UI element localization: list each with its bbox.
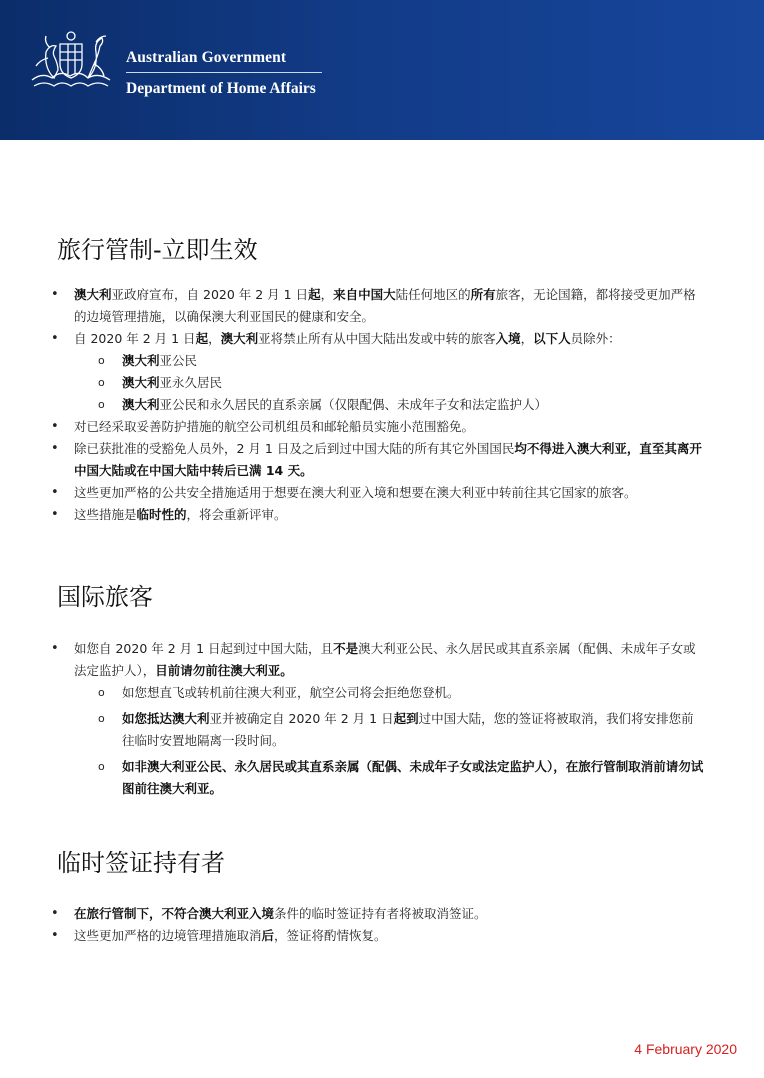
item-text <box>122 759 703 796</box>
bold-text-run: 后 <box>261 928 275 943</box>
bold-text-run: 在旅行管制下，不符合澳大利亚入境 <box>74 906 275 921</box>
bold-text-run: 入境 <box>495 331 521 346</box>
text-run: 亚将禁止所有从中国大陆出发或中转的旅客 <box>258 331 496 346</box>
bold-text-run: 起 <box>308 287 321 302</box>
bullet-icon: • <box>51 419 59 434</box>
bullet-icon: • <box>51 287 59 302</box>
item-text <box>122 685 460 700</box>
bold-text-run: 澳大利 <box>122 375 160 390</box>
text-run: ，签证将酌情恢复。 <box>274 928 387 943</box>
item-text <box>122 375 222 390</box>
bullet-icon: • <box>51 641 59 656</box>
text-run: ，将会重新评审。 <box>186 507 287 522</box>
list-item <box>0 925 764 947</box>
bullet-icon: • <box>51 485 59 500</box>
sub-list-item <box>0 682 764 704</box>
item-text <box>122 397 547 412</box>
sub-bullet-icon: o <box>98 760 105 773</box>
bold-text-run: 目前请勿前往澳大利亚。 <box>155 663 293 678</box>
text-run: 自 2020 年 2 月 1 日 <box>74 331 196 346</box>
bold-text-run: 如非澳大利亚公民、永久居民或其直系亲属（配偶、未成年子女或法定监护人），在旅行管制取消前请勿试图前往澳大利亚。 <box>122 759 704 796</box>
item-text <box>74 928 387 943</box>
section-title: 旅行管制-立即生效 <box>57 236 258 264</box>
text-run: ， <box>208 331 221 346</box>
list-item <box>0 284 764 328</box>
text-run: 对已经采取妥善防护措施的航空公司机组员和邮轮船员实施小范围豁免。 <box>74 419 475 434</box>
text-run: 旅客，无论国籍，都将接受更加严格的边境管理措施，以确保澳大利亚国民的健康和安全。 <box>74 287 696 324</box>
bullet-list <box>0 284 764 526</box>
bold-text-run: 所有 <box>470 287 496 302</box>
bold-text-run: 澳大利 <box>220 331 259 346</box>
bold-text-run: 澳大利 <box>122 353 160 368</box>
page-header <box>0 0 764 140</box>
bold-text-run: 起到 <box>393 711 419 726</box>
sub-bullet-icon: o <box>98 398 105 411</box>
list-item <box>0 638 764 682</box>
item-text <box>74 419 474 434</box>
text-run: 亚永久居民 <box>159 375 223 390</box>
sub-list-item <box>0 350 764 372</box>
sub-bullet-icon: o <box>98 712 105 725</box>
sub-list-item <box>0 708 764 752</box>
text-run: 这些更加严格的边境管理措施取消 <box>74 928 262 943</box>
item-text <box>74 906 487 921</box>
bullet-list <box>0 903 764 947</box>
department-name: Department of Home Affairs <box>126 80 316 97</box>
org-name: Australian Government <box>126 49 287 66</box>
sub-list-item <box>0 394 764 416</box>
text-run: 亚并被确定自 2020 年 2 月 1 日 <box>209 711 394 726</box>
sub-list-item <box>0 756 764 800</box>
text-run: 澳大利亚公民、永久居民或其直系亲属（配偶、未成年子女或法定监护人）， <box>74 641 696 678</box>
bold-text-run: 均不得进入澳大利亚，直至其离开中国大陆或在中国大陆中转后已满 14 天。 <box>74 441 702 478</box>
item-text <box>122 711 694 748</box>
bullet-icon: • <box>51 441 59 456</box>
bold-text-run: 不是 <box>333 641 359 656</box>
bold-text-run: 澳大利 <box>122 397 160 412</box>
list-item <box>0 416 764 438</box>
bullet-icon: • <box>51 331 59 346</box>
sub-bullet-icon: o <box>98 686 105 699</box>
bullet-icon: • <box>51 928 59 943</box>
list-item <box>0 328 764 350</box>
text-run: 亚公民 <box>159 353 198 368</box>
text-run: 条件的临时签证持有者将被取消签证。 <box>274 906 487 921</box>
bullet-icon: • <box>51 507 59 522</box>
item-text <box>74 641 696 678</box>
bold-text-run: 起 <box>195 331 209 346</box>
text-run: ， <box>520 331 534 346</box>
bold-text-run: 如您抵达澳大利 <box>122 711 210 726</box>
bold-text-run: 澳大利 <box>74 287 112 302</box>
text-run: 这些更加严格的公共安全措施适用于想要在澳大利亚入境和想要在澳大利亚中转前往其它国家的旅客。 <box>74 485 637 500</box>
text-run: 亚政府宣布，自 2020 年 2 月 1 日 <box>111 287 309 302</box>
text-run: 如您想直飞或转机前往澳大利亚，航空公司将会拒绝您登机。 <box>122 685 460 700</box>
header-divider <box>126 72 322 73</box>
item-text <box>74 287 696 324</box>
bold-text-run: 以下人 <box>533 331 571 346</box>
list-item <box>0 903 764 925</box>
sub-list-item <box>0 372 764 394</box>
sub-bullet-icon: o <box>98 376 105 389</box>
item-text <box>122 353 197 368</box>
text-run: 这些措施是 <box>74 507 137 522</box>
text-run: ， <box>320 287 334 302</box>
text-run: 陆任何地区的 <box>395 287 471 302</box>
bold-text-run: 来自中国大 <box>333 287 396 302</box>
item-text <box>74 441 702 478</box>
text-run: 除已获批准的受豁免人员外，2 月 1 日及之后到过中国大陆的所有其它外国国民 <box>74 441 515 456</box>
text-run: 如您自 2020 年 2 月 1 日起到过中国大陆，且 <box>74 641 334 656</box>
text-run: 亚公民和永久居民的直系亲属（仅限配偶、未成年子女和法定监护人） <box>159 397 548 412</box>
sub-bullet-icon: o <box>98 354 105 367</box>
bullet-icon: • <box>51 906 59 921</box>
bold-text-run: 临时性的 <box>136 507 187 522</box>
section-title: 临时签证持有者 <box>57 849 225 877</box>
item-text <box>74 485 637 500</box>
text-run: 员除外： <box>570 331 621 346</box>
section-title: 国际旅客 <box>57 583 153 611</box>
coat-of-arms-icon <box>24 28 118 100</box>
list-item <box>0 482 764 504</box>
bullet-list <box>0 638 764 800</box>
item-text <box>74 507 287 522</box>
list-item <box>0 504 764 526</box>
document-date: 4 February 2020 <box>634 1041 737 1057</box>
item-text <box>74 331 621 346</box>
text-run: 过中国大陆，您的签证将被取消，我们将安排您前往临时安置地隔离一段时间。 <box>122 711 694 748</box>
list-item <box>0 438 764 482</box>
